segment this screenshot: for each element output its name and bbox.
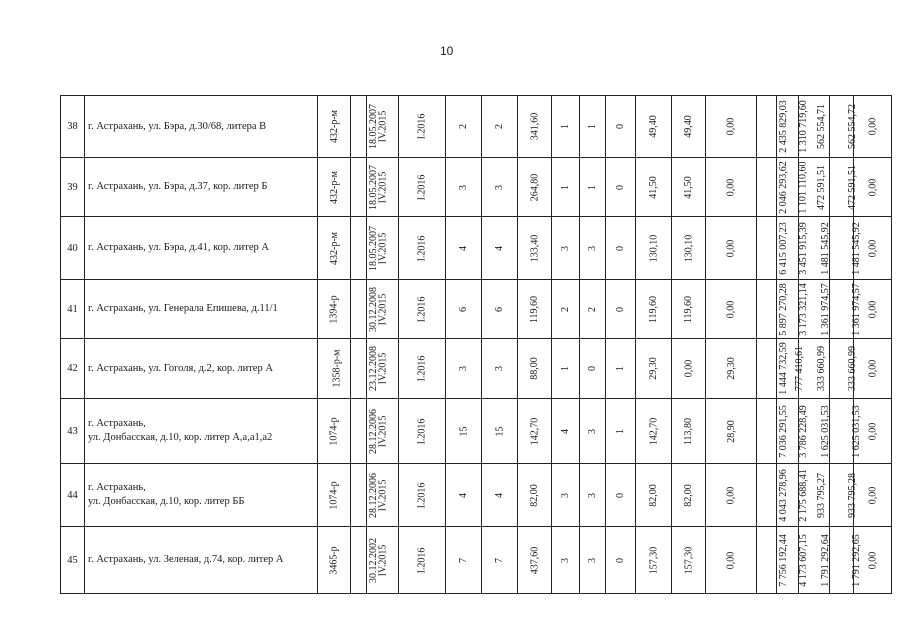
sum-other: 0,00 bbox=[867, 551, 878, 569]
row-number: 40 bbox=[61, 217, 85, 280]
total-area-cell bbox=[518, 339, 552, 399]
rooms-total: 1 bbox=[560, 124, 571, 129]
table-row bbox=[61, 464, 892, 527]
table-row bbox=[61, 158, 892, 217]
rooms-total-cell bbox=[552, 527, 580, 594]
housing-table bbox=[60, 95, 892, 594]
count-relocated-cell bbox=[482, 527, 518, 594]
order-number-cell bbox=[318, 158, 351, 217]
address-cell bbox=[85, 527, 318, 594]
count-relocated: 3 bbox=[494, 184, 505, 190]
address-cell bbox=[85, 399, 318, 464]
sum-other: 0,00 bbox=[867, 486, 878, 504]
sum-total: 4 043 278,96 bbox=[777, 468, 789, 522]
area-a: 130,10 bbox=[683, 234, 694, 262]
order-number-cell bbox=[318, 399, 351, 464]
rooms-a: 3 bbox=[587, 557, 598, 563]
row-number: 39 bbox=[61, 158, 85, 217]
order-number: 1074-р bbox=[328, 416, 340, 446]
sum-total-cell bbox=[757, 527, 789, 594]
sum-fund: 1 310 719,60 bbox=[797, 100, 809, 153]
sum-other: 0,00 bbox=[867, 178, 878, 196]
area-total-cell bbox=[636, 280, 672, 339]
count-relocated-cell bbox=[482, 96, 518, 158]
address-line: г. Астрахань, ул. Генерала Епишева, д.11/1 bbox=[88, 303, 278, 314]
order-date: 28.12.2006 bbox=[368, 408, 379, 454]
sum-region: 333 660,99 bbox=[816, 346, 827, 391]
total-area-cell bbox=[518, 217, 552, 280]
rooms-total: 3 bbox=[560, 557, 571, 563]
rooms-b: 0 bbox=[615, 124, 626, 129]
rooms-a: 3 bbox=[587, 245, 598, 251]
period-start: IV.2015 bbox=[377, 352, 389, 385]
sum-region: 472 591,51 bbox=[816, 164, 827, 210]
area-b-cell bbox=[706, 527, 757, 594]
total-area-cell bbox=[518, 280, 552, 339]
sum-other-cell bbox=[854, 96, 892, 158]
area-b-cell bbox=[706, 464, 757, 527]
table-row bbox=[61, 217, 892, 280]
area-a: 41,50 bbox=[683, 175, 694, 199]
area-a-cell bbox=[672, 280, 706, 339]
rooms-total-cell bbox=[552, 280, 580, 339]
sum-city: 562 554,72 bbox=[847, 104, 858, 149]
area-a: 82,00 bbox=[683, 483, 694, 507]
area-b: 29,30 bbox=[725, 357, 737, 380]
count-relocated: 7 bbox=[494, 557, 505, 563]
address-line: г. Астрахань, ул. Бэра, д.41, кор. литер А bbox=[88, 242, 269, 253]
sum-other: 0,00 bbox=[867, 422, 878, 440]
sum-other: 0,00 bbox=[867, 359, 878, 378]
order-date-cell bbox=[351, 464, 379, 527]
sum-region: 933 795,27 bbox=[816, 472, 827, 518]
address-line: г. Астрахань, ул. Бэра, д.37, кор. литер Б bbox=[88, 181, 268, 192]
count-total: 3 bbox=[458, 366, 469, 371]
sum-city-cell bbox=[830, 399, 862, 464]
order-date-cell bbox=[351, 96, 379, 158]
order-number: 3465-р bbox=[328, 545, 340, 575]
order-date: 18.05.2007 bbox=[368, 104, 379, 149]
address-cell bbox=[85, 158, 318, 217]
rooms-a-cell bbox=[580, 464, 606, 527]
total-area: 437,60 bbox=[529, 546, 540, 574]
total-area: 82,00 bbox=[529, 483, 540, 507]
area-total: 29,30 bbox=[648, 357, 659, 380]
area-total: 142,70 bbox=[648, 417, 659, 445]
period-start: IV.2015 bbox=[377, 415, 389, 447]
table-row bbox=[61, 96, 892, 158]
order-date: 23.12.2008 bbox=[368, 346, 379, 391]
rooms-total: 2 bbox=[560, 306, 571, 312]
row-number: 43 bbox=[61, 399, 85, 464]
sum-city-cell bbox=[830, 217, 862, 280]
total-area: 264,80 bbox=[529, 173, 540, 201]
address-cell bbox=[85, 464, 318, 527]
table-row bbox=[61, 339, 892, 399]
sum-other: 0,00 bbox=[867, 300, 878, 318]
rooms-a: 1 bbox=[587, 124, 598, 129]
count-total: 3 bbox=[458, 184, 469, 190]
sum-fund: 4 173 607,15 bbox=[797, 533, 809, 587]
sum-other: 0,00 bbox=[867, 117, 878, 136]
sum-city: 472 591,51 bbox=[847, 164, 858, 210]
rooms-total-cell bbox=[552, 339, 580, 399]
rooms-b: 0 bbox=[615, 306, 626, 312]
period-start: IV.2015 bbox=[377, 544, 389, 576]
sum-total-cell bbox=[757, 280, 789, 339]
rooms-a-cell bbox=[580, 527, 606, 594]
count-total-cell bbox=[446, 158, 482, 217]
rooms-b: 0 bbox=[615, 245, 626, 251]
address-cell bbox=[85, 96, 318, 158]
count-total: 4 bbox=[458, 245, 469, 251]
area-a: 113,80 bbox=[682, 417, 694, 445]
sum-fund: 3 451 915,39 bbox=[797, 221, 809, 275]
rooms-a-cell bbox=[580, 96, 606, 158]
address-line: ул. Донбасская, д.10, кор. литер ББ bbox=[88, 496, 245, 507]
area-a: 49,40 bbox=[683, 115, 694, 138]
period-start: IV.2015 bbox=[377, 110, 389, 143]
period-end: I.2016 bbox=[416, 113, 428, 140]
rooms-total-cell bbox=[552, 158, 580, 217]
rooms-total: 1 bbox=[560, 366, 571, 371]
total-area: 88,00 bbox=[529, 357, 540, 380]
sum-city: 333 660,99 bbox=[847, 346, 858, 391]
sum-total-cell bbox=[757, 158, 789, 217]
area-a-cell bbox=[672, 339, 706, 399]
rooms-b: 0 bbox=[615, 492, 626, 498]
order-date-cell bbox=[351, 399, 379, 464]
rooms-total: 4 bbox=[560, 428, 571, 434]
sum-region: 1 361 974,57 bbox=[819, 282, 831, 336]
period-end-cell bbox=[399, 217, 446, 280]
area-a-cell bbox=[672, 464, 706, 527]
sum-region: 1 625 031,53 bbox=[819, 404, 831, 458]
area-b-cell bbox=[706, 399, 757, 464]
order-number-cell bbox=[318, 464, 351, 527]
rooms-b-cell bbox=[606, 96, 636, 158]
sum-other-cell bbox=[854, 158, 892, 217]
order-number: 432-р-м bbox=[329, 110, 340, 143]
area-b: 0,00 bbox=[725, 551, 737, 569]
count-total: 7 bbox=[458, 557, 469, 563]
period-start: IV.2015 bbox=[377, 293, 389, 325]
count-total-cell bbox=[446, 464, 482, 527]
sum-region: 1 791 292,64 bbox=[819, 533, 831, 587]
sum-city: 933 795,28 bbox=[847, 472, 858, 518]
sum-other-cell bbox=[854, 339, 892, 399]
sum-total: 7 756 192,44 bbox=[777, 533, 789, 587]
rooms-b-cell bbox=[606, 158, 636, 217]
area-b: 0,00 bbox=[725, 117, 737, 136]
area-a-cell bbox=[672, 158, 706, 217]
sum-region: 1 481 545,92 bbox=[819, 221, 831, 275]
area-b-cell bbox=[706, 217, 757, 280]
period-end-cell bbox=[399, 399, 446, 464]
rooms-b-cell bbox=[606, 339, 636, 399]
order-number: 432-р-м bbox=[329, 231, 340, 265]
total-area: 341,60 bbox=[529, 112, 540, 141]
area-total: 130,10 bbox=[648, 234, 659, 262]
count-relocated-cell bbox=[482, 158, 518, 217]
period-end: I.2016 bbox=[416, 482, 428, 508]
address-line: г. Астрахань, ул. Бэра, д.30/68, литера В bbox=[88, 120, 267, 132]
rooms-a-cell bbox=[580, 399, 606, 464]
total-area: 142,70 bbox=[529, 417, 540, 445]
rooms-a: 1 bbox=[587, 184, 598, 190]
area-total-cell bbox=[636, 96, 672, 158]
order-date: 18.05.2007 bbox=[368, 164, 379, 210]
sum-city: 1 481 545,92 bbox=[850, 221, 862, 275]
row-number: 42 bbox=[61, 339, 85, 399]
count-relocated: 4 bbox=[494, 492, 505, 498]
order-number: 1394-р bbox=[328, 294, 340, 324]
count-total-cell bbox=[446, 96, 482, 158]
rooms-a: 2 bbox=[587, 306, 598, 312]
order-number: 1074-р bbox=[328, 480, 340, 510]
order-date-cell bbox=[351, 280, 379, 339]
sum-total-cell bbox=[757, 399, 789, 464]
sum-fund: 3 173 321,14 bbox=[797, 282, 809, 336]
period-start: IV.2015 bbox=[377, 171, 389, 203]
count-total: 6 bbox=[458, 306, 469, 312]
order-number-cell bbox=[318, 217, 351, 280]
rooms-b-cell bbox=[606, 280, 636, 339]
order-number-cell bbox=[318, 339, 351, 399]
total-area-cell bbox=[518, 464, 552, 527]
count-total: 4 bbox=[458, 492, 469, 498]
rooms-b-cell bbox=[606, 217, 636, 280]
period-end: I.2016 bbox=[416, 355, 428, 382]
total-area: 119,60 bbox=[528, 295, 540, 323]
order-date: 28.12.2006 bbox=[368, 472, 379, 518]
count-relocated-cell bbox=[482, 280, 518, 339]
period-end: I.2016 bbox=[416, 418, 428, 444]
area-b-cell bbox=[706, 96, 757, 158]
period-start: IV.2015 bbox=[377, 479, 389, 511]
count-total-cell bbox=[446, 399, 482, 464]
sum-city-cell bbox=[830, 464, 858, 527]
row-number: 38 bbox=[61, 96, 85, 158]
area-a: 119,60 bbox=[682, 295, 694, 323]
area-a-cell bbox=[672, 527, 706, 594]
area-b-cell bbox=[706, 158, 757, 217]
period-end-cell bbox=[399, 527, 446, 594]
rooms-total: 1 bbox=[560, 184, 571, 190]
sum-fund: 2 175 688,41 bbox=[797, 468, 809, 522]
sum-other-cell bbox=[854, 464, 892, 527]
area-b-cell bbox=[706, 280, 757, 339]
area-total-cell bbox=[636, 339, 672, 399]
sum-total: 2 435 829,03 bbox=[777, 100, 789, 153]
sum-city-cell bbox=[830, 527, 862, 594]
sum-total-cell bbox=[757, 339, 789, 399]
count-relocated-cell bbox=[482, 217, 518, 280]
area-total: 157,30 bbox=[648, 546, 659, 574]
rooms-b-cell bbox=[606, 399, 636, 464]
area-a-cell bbox=[672, 399, 706, 464]
count-total: 15 bbox=[458, 426, 469, 436]
rooms-a: 3 bbox=[587, 428, 598, 434]
table-row bbox=[61, 280, 892, 339]
sum-city-cell bbox=[830, 158, 858, 217]
count-relocated-cell bbox=[482, 399, 518, 464]
address-cell bbox=[85, 339, 318, 399]
rooms-b: 0 bbox=[615, 184, 626, 190]
rooms-b: 0 bbox=[615, 557, 626, 563]
address-line: ул. Донбасская, д.10, кор. литер А,а,а1,а2 bbox=[88, 432, 273, 443]
total-area-cell bbox=[518, 527, 552, 594]
count-relocated: 15 bbox=[494, 426, 505, 436]
order-number: 1358-р-м bbox=[331, 349, 343, 388]
order-number: 432-р-м bbox=[329, 170, 340, 204]
area-a-cell bbox=[672, 96, 706, 158]
sum-total: 2 046 293,62 bbox=[777, 160, 789, 214]
count-relocated-cell bbox=[482, 339, 518, 399]
count-total: 2 bbox=[458, 124, 469, 129]
period-end-cell bbox=[399, 96, 446, 158]
order-number-cell bbox=[318, 96, 351, 158]
table-row bbox=[61, 527, 892, 594]
row-number: 41 bbox=[61, 280, 85, 339]
sum-fund: 777 410,61 bbox=[794, 346, 805, 391]
rooms-a: 0 bbox=[587, 366, 598, 371]
address-line: г. Астрахань, ул. Гоголя, д.2, кор. литер А bbox=[88, 362, 273, 374]
sum-fund: 1 101 110,60 bbox=[797, 160, 809, 214]
area-b: 0,00 bbox=[725, 486, 737, 504]
sum-fund: 3 786 228,49 bbox=[797, 404, 809, 458]
rooms-b: 1 bbox=[615, 428, 626, 434]
area-b: 0,00 bbox=[725, 239, 737, 257]
period-end: I.2016 bbox=[416, 547, 428, 573]
total-area-cell bbox=[518, 399, 552, 464]
area-b: 0,00 bbox=[725, 300, 737, 318]
row-number: 45 bbox=[61, 527, 85, 594]
sum-total: 1 444 732,59 bbox=[777, 342, 789, 395]
count-relocated-cell bbox=[482, 464, 518, 527]
area-a: 157,30 bbox=[683, 546, 694, 574]
rooms-total: 3 bbox=[560, 245, 571, 251]
rooms-a-cell bbox=[580, 217, 606, 280]
period-start: IV.2015 bbox=[377, 232, 389, 264]
sum-total: 5 897 270,28 bbox=[777, 282, 789, 336]
count-relocated: 4 bbox=[494, 245, 505, 251]
rooms-total-cell bbox=[552, 399, 580, 464]
order-date: 30.12.2008 bbox=[368, 286, 379, 332]
order-date-cell bbox=[351, 527, 379, 594]
period-end: I.2016 bbox=[416, 296, 428, 322]
sum-total-cell bbox=[757, 217, 789, 280]
count-total-cell bbox=[446, 280, 482, 339]
table-row bbox=[61, 399, 892, 464]
address-line: г. Астрахань, bbox=[88, 482, 146, 493]
order-date: 18.05.2007 bbox=[368, 225, 379, 271]
period-end-cell bbox=[399, 464, 446, 527]
rooms-total-cell bbox=[552, 464, 580, 527]
sum-total: 6 415 007,23 bbox=[777, 221, 789, 275]
address-line: г. Астрахань, bbox=[88, 418, 146, 429]
rooms-b: 1 bbox=[615, 366, 626, 371]
period-end-cell bbox=[399, 158, 446, 217]
rooms-a-cell bbox=[580, 158, 606, 217]
period-end-cell bbox=[399, 339, 446, 399]
area-b: 0,00 bbox=[725, 178, 737, 196]
count-total-cell bbox=[446, 339, 482, 399]
total-area-cell bbox=[518, 158, 552, 217]
area-b: 28,90 bbox=[725, 419, 737, 443]
area-a-cell bbox=[672, 217, 706, 280]
order-number-cell bbox=[318, 280, 351, 339]
rooms-a: 3 bbox=[587, 492, 598, 498]
sum-city-cell bbox=[830, 96, 858, 158]
order-number-cell bbox=[318, 527, 351, 594]
area-total: 82,00 bbox=[648, 483, 659, 507]
area-total: 41,50 bbox=[648, 175, 659, 199]
order-date-cell bbox=[351, 217, 379, 280]
period-end: I.2016 bbox=[416, 235, 428, 261]
area-total-cell bbox=[636, 464, 672, 527]
count-relocated: 6 bbox=[494, 306, 505, 312]
area-b-cell bbox=[706, 339, 757, 399]
rooms-total-cell bbox=[552, 217, 580, 280]
order-date: 30.12.2002 bbox=[368, 537, 379, 583]
sum-other: 0,00 bbox=[867, 239, 878, 257]
area-total: 49,40 bbox=[648, 115, 659, 138]
count-relocated: 3 bbox=[494, 366, 505, 371]
count-total-cell bbox=[446, 527, 482, 594]
order-date-cell bbox=[351, 158, 379, 217]
sum-total-cell bbox=[757, 464, 789, 527]
rooms-total: 3 bbox=[560, 492, 571, 498]
address-cell bbox=[85, 217, 318, 280]
order-date-cell bbox=[351, 339, 379, 399]
rooms-total-cell bbox=[552, 96, 580, 158]
total-area-cell bbox=[518, 96, 552, 158]
page-number: 10 bbox=[440, 44, 454, 58]
rooms-a-cell bbox=[580, 339, 606, 399]
sum-city-cell bbox=[830, 339, 858, 399]
area-total-cell bbox=[636, 217, 672, 280]
sum-city: 1 791 292,65 bbox=[850, 533, 862, 587]
rooms-b-cell bbox=[606, 464, 636, 527]
address-line: г. Астрахань, ул. Зеленая, д.74, кор. литер А bbox=[88, 554, 284, 565]
area-total-cell bbox=[636, 399, 672, 464]
area-total-cell bbox=[636, 527, 672, 594]
sum-city: 1 361 974,57 bbox=[850, 282, 862, 336]
count-total-cell bbox=[446, 217, 482, 280]
period-end-cell bbox=[399, 280, 446, 339]
row-number: 44 bbox=[61, 464, 85, 527]
count-relocated: 2 bbox=[494, 124, 505, 129]
period-end: I.2016 bbox=[416, 174, 428, 200]
sum-total: 7 036 291,55 bbox=[777, 404, 789, 458]
area-total: 119,60 bbox=[647, 295, 659, 323]
area-a: 0,00 bbox=[683, 359, 694, 378]
rooms-b-cell bbox=[606, 527, 636, 594]
total-area: 133,40 bbox=[529, 234, 540, 262]
sum-city: 1 625 031,53 bbox=[850, 404, 862, 458]
rooms-a-cell bbox=[580, 280, 606, 339]
area-total-cell bbox=[636, 158, 672, 217]
sum-total-cell bbox=[757, 96, 789, 158]
sum-region: 562 554,71 bbox=[816, 104, 827, 149]
sum-city-cell bbox=[830, 280, 862, 339]
address-cell bbox=[85, 280, 318, 339]
